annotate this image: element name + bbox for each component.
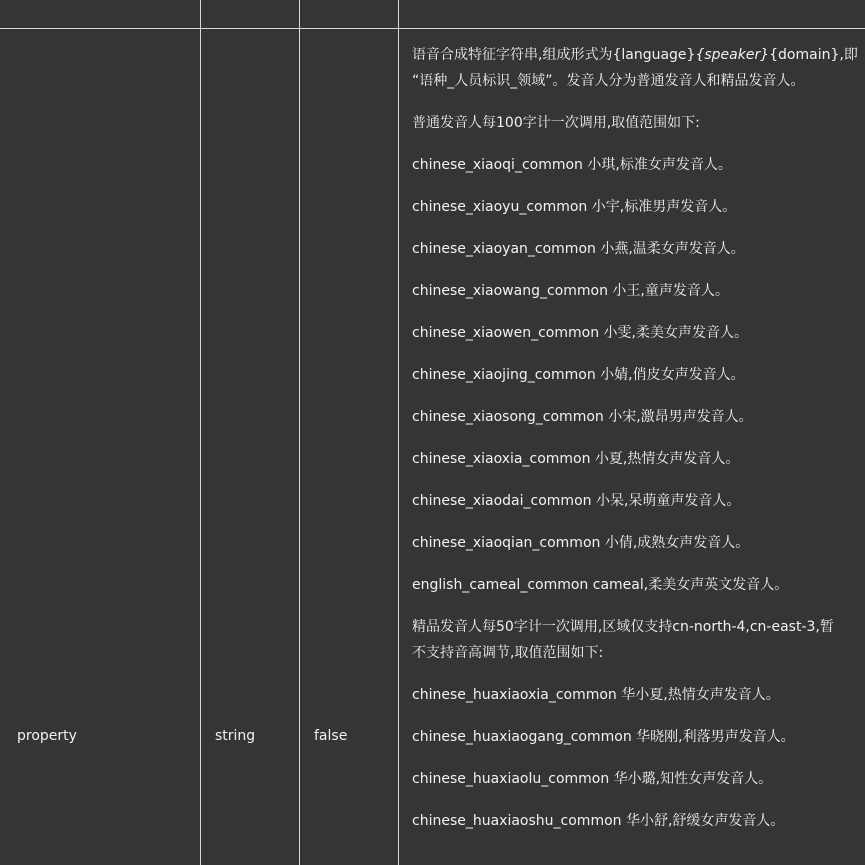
param-description-cell (412, 42, 865, 850)
premium-header-line2: 不支持音高调节,取值范围如下: (412, 645, 604, 661)
common-speaker-item: chinese_xiaojing_common 小婧,俏皮女声发音人。 (412, 367, 745, 383)
common-speaker-item: english_cameal_common cameal,柔美女声英文发音人。 (412, 577, 789, 593)
common-speaker-item: chinese_xiaowen_common 小雯,柔美女声发音人。 (412, 325, 748, 341)
param-type-cell: string (215, 728, 256, 744)
common-speaker-item: chinese_xiaoxia_common 小夏,热情女声发音人。 (412, 451, 740, 467)
common-speakers-header: 普通发音人每100字计一次调用,取值范围如下: (412, 115, 700, 131)
column-divider-3 (398, 0, 399, 865)
common-speaker-item: chinese_xiaoqi_common 小琪,标准女声发音人。 (412, 157, 732, 173)
common-speaker-item: chinese_xiaowang_common 小王,童声发音人。 (412, 283, 729, 299)
premium-speakers-header (412, 614, 865, 666)
premium-speaker-item: chinese_huaxiaoxia_common 华小夏,热情女声发音人。 (412, 687, 780, 703)
description-intro (412, 42, 865, 94)
premium-speaker-item: chinese_huaxiaogang_common 华晓刚,利落男声发音人。 (412, 729, 795, 745)
common-speaker-item: chinese_xiaoqian_common 小倩,成熟女声发音人。 (412, 535, 750, 551)
row-divider (0, 28, 865, 29)
premium-speaker-item: chinese_huaxiaoshu_common 华小舒,舒缓女声发音人。 (412, 813, 785, 829)
common-speaker-item: chinese_xiaosong_common 小宋,激昂男声发音人。 (412, 409, 753, 425)
column-divider-2 (299, 0, 300, 865)
intro-text-b: {domain},即 (769, 47, 858, 63)
param-name-cell: property (17, 728, 77, 744)
intro-text-line2: “语种_人员标识_领域”。发音人分为普通发音人和精品发音人。 (412, 73, 805, 89)
common-speaker-item: chinese_xiaoyu_common 小宇,标准男声发音人。 (412, 199, 737, 215)
premium-speaker-item: chinese_huaxiaolu_common 华小璐,知性女声发音人。 (412, 771, 773, 787)
common-speaker-item: chinese_xiaodai_common 小呆,呆萌童声发音人。 (412, 493, 741, 509)
premium-header-line1: 精品发音人每50字计一次调用,区域仅支持cn-north-4,cn-east-3,暂 (412, 619, 834, 635)
common-speaker-item: chinese_xiaoyan_common 小燕,温柔女声发音人。 (412, 241, 745, 257)
intro-speaker-token: {speaker} (695, 47, 770, 63)
column-divider-1 (200, 0, 201, 865)
intro-text-a: 语音合成特征字符串,组成形式为{language} (412, 47, 696, 63)
param-required-cell: false (314, 728, 348, 744)
